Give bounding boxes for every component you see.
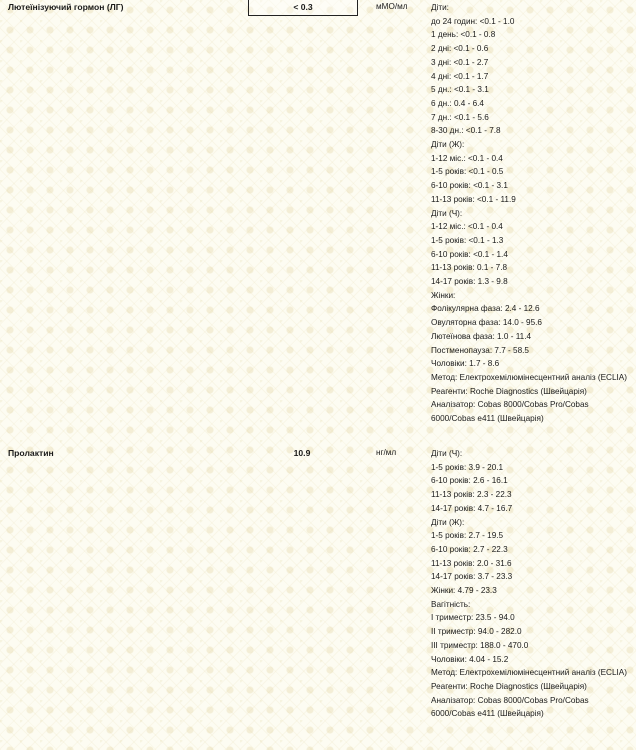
reference-line: Жінки: [431,290,456,300]
reference-line: 1-5 років: 3.9 - 20.1 [431,462,504,472]
reference-line: 2 дні: <0.1 - 0.6 [431,44,489,54]
reference-line: Метод: Електрохемілюмінесцентний аналіз (ECLIA) [431,668,627,678]
reference-ranges [431,447,631,721]
reference-line: Чоловіки: 1.7 - 8.6 [431,359,500,369]
reference-line: 11-13 років: 0.1 - 7.8 [431,263,508,273]
reference-line: Вагітність: [431,599,471,609]
reference-line: Аналізатор: Cobas 8000/Cobas Pro/Cobas 6000/Cobas e411 (Швейцарія) [431,400,589,424]
reference-line: Діти (Ж): [431,517,465,527]
reference-line: 1-5 років: <0.1 - 0.5 [431,167,504,177]
reference-line: 6-10 років: 2.6 - 16.1 [431,476,508,486]
reference-line: Постменопауза: 7.7 - 58.5 [431,345,529,355]
reference-line: 1-12 міс.: <0.1 - 0.4 [431,153,503,163]
reference-line: 7 дн.: <0.1 - 5.6 [431,112,489,122]
reference-line: 14-17 років: 1.3 - 9.8 [431,277,508,287]
reference-line: 6-10 років: 2.7 - 22.3 [431,544,508,554]
reference-line: 11-13 років: <0.1 - 11.9 [431,194,516,204]
reference-line: 14-17 років: 3.7 - 23.3 [431,572,513,582]
reference-line: Реагенти: Roche Diagnostics (Швейцарія) [431,386,587,396]
test-name: Пролактин [8,448,54,458]
reference-line: ІІІ триместр: 188.0 - 470.0 [431,640,529,650]
test-result: 10.9 [293,448,311,458]
reference-line: Реагенти: Roche Diagnostics (Швейцарія) [431,681,587,691]
reference-line: Діти (Ч): [431,208,463,218]
reference-line: Жінки: 4.79 - 23.3 [431,586,497,596]
reference-line: 6-10 років: <0.1 - 1.4 [431,249,508,259]
reference-line: 5 дн.: <0.1 - 3.1 [431,85,489,95]
reference-line: 1 день: <0.1 - 0.8 [431,30,496,40]
test-unit: нг/мл [376,448,397,457]
reference-line: 1-12 міс.: <0.1 - 0.4 [431,222,503,232]
reference-line: 1-5 років: <0.1 - 1.3 [431,235,504,245]
reference-line: 11-13 років: 2.0 - 31.6 [431,558,512,568]
reference-line: Фолікулярна фаза: 2.4 - 12.6 [431,304,540,314]
reference-line: Чоловіки: 4.04 - 15.2 [431,654,509,664]
reference-line: Діти (Ж): [431,140,465,150]
reference-line: 6 дн.: 0.4 - 6.4 [431,98,484,108]
reference-line: Лютеїнова фаза: 1.0 - 11.4 [431,331,532,341]
reference-line: Діти: [431,3,449,12]
reference-line: 11-13 років: 2.3 - 22.3 [431,490,512,500]
reference-line: 6-10 років: <0.1 - 3.1 [431,181,508,191]
reference-line: 8-30 дн.: <0.1 - 7.8 [431,126,501,136]
reference-line: І триместр: 23.5 - 94.0 [431,613,515,623]
test-name: Лютеїнізуючий гормон (ЛГ) [8,2,124,12]
reference-line: 1-5 років: 2.7 - 19.5 [431,531,504,541]
reference-line: ІІ триместр: 94.0 - 282.0 [431,627,522,637]
reference-line: 4 дні: <0.1 - 1.7 [431,71,489,81]
test-unit: мМО/мл [376,2,408,11]
reference-line: Овуляторна фаза: 14.0 - 95.6 [431,318,542,328]
reference-line: 3 дні: <0.1 - 2.7 [431,57,489,67]
test-result-highlighted: < 0.3 [248,0,358,16]
reference-line: Метод: Електрохемілюмінесцентний аналіз (ECLIA) [431,372,627,382]
reference-ranges [431,1,631,426]
reference-line: Діти (Ч): [431,449,463,458]
reference-line: 14-17 років: 4.7 - 16.7 [431,503,513,513]
reference-line: Аналізатор: Cobas 8000/Cobas Pro/Cobas 6000/Cobas e411 (Швейцарія) [431,695,589,719]
reference-line: до 24 годин: <0.1 - 1.0 [431,16,515,26]
